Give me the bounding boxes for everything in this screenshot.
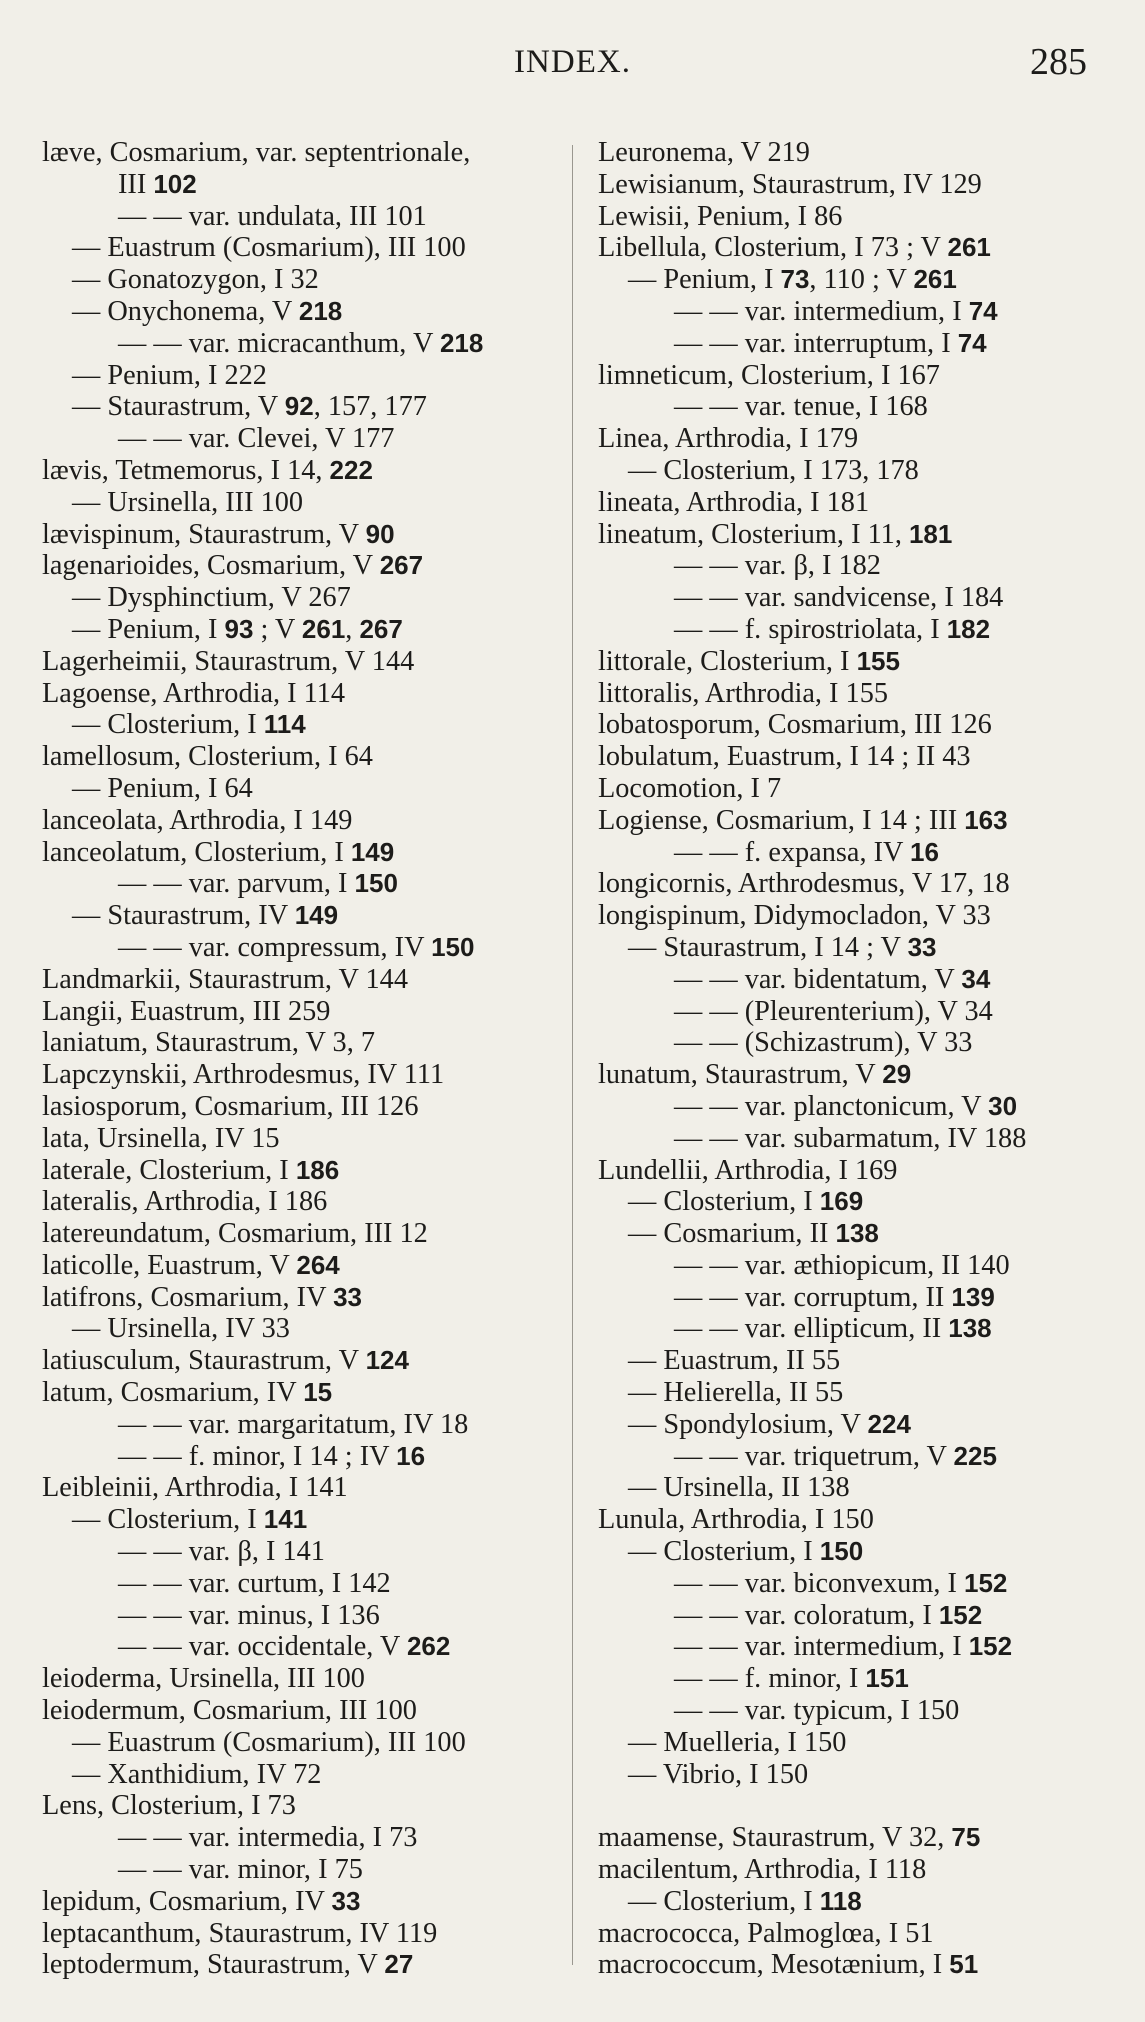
- index-entry: [598, 837, 1118, 869]
- index-entry: [598, 1091, 1118, 1123]
- index-entry: [42, 487, 567, 519]
- index-entry: [42, 837, 567, 869]
- entry-text: lineatum, Closterium, I 11,: [598, 518, 909, 550]
- index-entry: [598, 678, 1118, 710]
- entry-text: — — var. subarmatum, IV 188: [674, 1122, 1027, 1154]
- entry-text: longicornis, Arthrodesmus, V 17, 18: [598, 868, 1010, 900]
- entry-text: Logiense, Cosmarium, I 14 ; III: [598, 804, 965, 836]
- entry-text: — — (Schizastrum), V 33: [674, 1027, 973, 1059]
- entry-text: laticolle, Euastrum, V: [42, 1249, 297, 1281]
- index-entry: [598, 1377, 1118, 1409]
- entry-text: — — var. æthiopicum, II 140: [674, 1249, 1010, 1281]
- bold-page-ref: 262: [406, 1631, 451, 1662]
- entry-text: latereundatum, Cosmarium, III 12: [42, 1218, 428, 1250]
- entry-text: leptacanthum, Staurastrum, IV 119: [42, 1917, 438, 1949]
- index-entry: [598, 646, 1118, 678]
- entry-text: — Penium, I 222: [72, 359, 267, 391]
- entry-text: — — var. intermedium, I: [674, 295, 969, 327]
- index-entry: [42, 1218, 567, 1250]
- entry-text: — Staurastrum, V: [72, 391, 285, 423]
- index-entry: [598, 1250, 1118, 1282]
- entry-text: — — var. parvum, I: [118, 868, 355, 900]
- index-column-left: [42, 137, 567, 1981]
- entry-text: — Cosmarium, II: [628, 1218, 836, 1250]
- bold-page-ref: 149: [294, 900, 339, 931]
- index-entry: [598, 1854, 1118, 1886]
- entry-text: Lapczynskii, Arthrodesmus, IV 111: [42, 1059, 445, 1091]
- entry-text: — — var. occidentale, V: [118, 1631, 407, 1663]
- index-entry: [42, 232, 567, 264]
- index-entry: [42, 1441, 567, 1473]
- bold-page-ref: 33: [331, 1885, 361, 1916]
- entry-text: — — var. minor, I 75: [118, 1854, 363, 1886]
- index-entry: [42, 1345, 567, 1377]
- entry-text: — Gonatozygon, I 32: [72, 264, 319, 296]
- bold-page-ref: 138: [948, 1313, 992, 1344]
- bold-page-ref: 141: [263, 1504, 308, 1535]
- index-entry: [598, 1218, 1118, 1250]
- entry-text: latum, Cosmarium, IV: [42, 1377, 304, 1409]
- index-entry: [42, 1854, 567, 1886]
- entry-text: — — var. undulata, III 101: [118, 200, 427, 232]
- bold-page-ref: 139: [951, 1281, 995, 1312]
- index-entry: [598, 1472, 1118, 1504]
- index-entry: [598, 455, 1118, 487]
- index-entry: [598, 1345, 1118, 1377]
- entry-text: — Penium, I: [628, 264, 781, 296]
- entry-text: Libellula, Closterium, I 73 ; V: [598, 232, 948, 264]
- index-entry: [42, 1091, 567, 1123]
- entry-text: latifrons, Cosmarium, IV: [42, 1281, 334, 1313]
- entry-text: — — var. corruptum, II: [674, 1281, 952, 1313]
- entry-text: macilentum, Arthrodia, I 118: [598, 1854, 927, 1886]
- entry-text: leptodermum, Staurastrum, V: [42, 1949, 385, 1981]
- bold-page-ref: 150: [819, 1536, 864, 1567]
- index-entry: [598, 169, 1118, 201]
- bold-page-ref: 33: [907, 931, 937, 962]
- bold-page-ref: 150: [431, 931, 475, 962]
- index-entry: [42, 169, 567, 201]
- index-entry: [42, 1250, 567, 1282]
- entry-text: — — var. curtum, I 142: [118, 1567, 391, 1599]
- blank-line: [598, 1790, 1118, 1822]
- entry-text: læve, Cosmarium, var. septentrionale,: [42, 137, 471, 168]
- entry-text: Lewisii, Penium, I 86: [598, 200, 843, 232]
- index-entry: [598, 137, 1118, 169]
- index-entry: [598, 391, 1118, 423]
- page-number: 285: [1030, 41, 1087, 83]
- entry-text: laniatum, Staurastrum, V 3, 7: [42, 1027, 375, 1059]
- index-entry: [42, 519, 567, 551]
- entry-text: lateralis, Arthrodia, I 186: [42, 1186, 328, 1218]
- bold-page-ref: 163: [964, 804, 1008, 835]
- bold-page-ref: 150: [354, 868, 398, 899]
- index-entry: [42, 1472, 567, 1504]
- bold-page-ref: 118: [819, 1885, 862, 1916]
- index-entry: [42, 1536, 567, 1568]
- entry-text: — Staurastrum, I 14 ; V: [628, 931, 908, 963]
- bold-page-ref: 151: [865, 1663, 909, 1694]
- index-entry: [598, 232, 1118, 264]
- entry-text: — Vibrio, I 150: [628, 1758, 809, 1790]
- bold-page-ref: 114: [263, 709, 306, 740]
- entry-text: — — var. triquetrum, V: [674, 1440, 954, 1472]
- index-entry: [42, 1949, 567, 1981]
- index-entry: [598, 900, 1118, 932]
- index-entry: [598, 519, 1118, 551]
- index-entry: [598, 1155, 1118, 1187]
- column-divider: [572, 145, 573, 1965]
- entry-text: — — var. sandvicense, I 184: [674, 582, 1004, 614]
- bold-page-ref: 51: [949, 1949, 979, 1980]
- entry-text: III: [118, 168, 154, 200]
- index-entry: [598, 264, 1118, 296]
- index-entry: [42, 1504, 567, 1536]
- entry-text: — — var. intermedia, I 73: [118, 1822, 418, 1854]
- index-entry: [42, 201, 567, 233]
- entry-text: Leibleinii, Arthrodia, I 141: [42, 1472, 348, 1504]
- index-entry: [598, 1536, 1118, 1568]
- index-entry: [42, 1663, 567, 1695]
- entry-text: , 110 ; V: [809, 264, 914, 296]
- entry-text: lineata, Arthrodia, I 181: [598, 486, 870, 518]
- entry-text: — — var. micracanthum, V: [118, 327, 440, 359]
- index-entry: [598, 1886, 1118, 1918]
- index-entry: [598, 1568, 1118, 1600]
- index-entry: [598, 1123, 1118, 1155]
- index-entry: [42, 1568, 567, 1600]
- bold-page-ref: 152: [964, 1567, 1008, 1598]
- index-entry: [42, 1631, 567, 1663]
- entry-text: — — var. β, I 141: [118, 1536, 325, 1568]
- entry-text: Lagerheimii, Staurastrum, V 144: [42, 645, 415, 677]
- entry-text: lasiosporum, Cosmarium, III 126: [42, 1090, 419, 1122]
- index-entry: [598, 1027, 1118, 1059]
- entry-text: — — (Pleurenterium), V 34: [674, 995, 993, 1027]
- index-entry: [42, 582, 567, 614]
- bold-page-ref: 29: [882, 1059, 912, 1090]
- entry-text: — Xanthidium, IV 72: [72, 1758, 322, 1790]
- entry-text: littoralis, Arthrodia, I 155: [598, 677, 889, 709]
- bold-page-ref: 169: [819, 1186, 864, 1217]
- index-entry: [598, 582, 1118, 614]
- index-entry: [598, 964, 1118, 996]
- entry-text: lobatosporum, Cosmarium, III 126: [598, 709, 992, 741]
- entry-text: — — var. Clevei, V 177: [118, 423, 395, 455]
- entry-text: — — var. interruptum, I: [674, 327, 958, 359]
- entry-text: — — var. coloratum, I: [674, 1599, 939, 1631]
- index-entry: [598, 1727, 1118, 1759]
- index-entry: [598, 996, 1118, 1028]
- entry-text: littorale, Closterium, I: [598, 645, 857, 677]
- index-entry: [42, 614, 567, 646]
- index-entry: [598, 1059, 1118, 1091]
- index-entry: [598, 423, 1118, 455]
- index-entry: [598, 1663, 1118, 1695]
- index-entry: [598, 1759, 1118, 1791]
- entry-text: Lunula, Arthrodia, I 150: [598, 1504, 874, 1536]
- index-entry: [42, 741, 567, 773]
- index-entry: [42, 996, 567, 1028]
- running-head: INDEX.: [514, 44, 631, 80]
- index-entry: [42, 1409, 567, 1441]
- entry-text: Lagoense, Arthrodia, I 114: [42, 677, 346, 709]
- index-entry: [42, 773, 567, 805]
- entry-text: ; V: [253, 613, 302, 645]
- index-entry: [42, 1377, 567, 1409]
- index-entry: [598, 773, 1118, 805]
- index-entry: [42, 964, 567, 996]
- entry-text: — — var. margaritatum, IV 18: [118, 1408, 469, 1440]
- bold-page-ref: 264: [296, 1249, 340, 1280]
- index-entry: [598, 1313, 1118, 1345]
- index-entry: [598, 296, 1118, 328]
- entry-text: — Spondylosium, V: [628, 1408, 868, 1440]
- entry-text: — Closterium, I: [72, 709, 264, 741]
- entry-text: — — var. bidentatum, V: [674, 963, 962, 995]
- entry-text: — — f. minor, I 14 ; IV: [118, 1440, 397, 1472]
- entry-text: lanceolatum, Closterium, I: [42, 836, 351, 868]
- entry-text: — Closterium, I: [628, 1186, 820, 1218]
- index-entry: [42, 550, 567, 582]
- bold-page-ref: 186: [295, 1154, 340, 1185]
- entry-text: lobulatum, Euastrum, I 14 ; II 43: [598, 741, 971, 773]
- bold-page-ref: 138: [835, 1218, 879, 1249]
- bold-page-ref: 261: [913, 264, 957, 295]
- entry-text: leioderma, Ursinella, III 100: [42, 1663, 365, 1695]
- entry-text: longispinum, Didymocladon, V 33: [598, 900, 991, 932]
- bold-page-ref: 33: [333, 1281, 362, 1312]
- entry-text: — Onychonema, V: [72, 295, 299, 327]
- bold-page-ref: 218: [298, 295, 343, 326]
- index-entry: [598, 1504, 1118, 1536]
- entry-text: lævis, Tetmemorus, I 14,: [42, 454, 330, 486]
- index-entry: [42, 868, 567, 900]
- index-entry: [598, 868, 1118, 900]
- entry-text: — Penium, I 64: [72, 772, 253, 804]
- entry-text: — Helierella, II 55: [628, 1377, 844, 1409]
- bold-page-ref: 93: [224, 613, 254, 644]
- entry-text: , 157, 177: [313, 391, 427, 423]
- bold-page-ref: 74: [957, 327, 987, 358]
- index-entry: [598, 1600, 1118, 1632]
- entry-text: lepidum, Cosmarium, IV: [42, 1885, 332, 1917]
- bold-page-ref: 155: [856, 645, 900, 676]
- entry-text: — — var. planctonicum, V: [674, 1090, 989, 1122]
- bold-page-ref: 181: [908, 518, 953, 549]
- entry-text: — — var. tenue, I 168: [674, 391, 928, 423]
- index-entry: [42, 423, 567, 455]
- entry-text: lævispinum, Staurastrum, V: [42, 518, 366, 550]
- index-entry: [42, 1790, 567, 1822]
- index-entry: [42, 900, 567, 932]
- index-entry: [42, 805, 567, 837]
- entry-text: Locomotion, I 7: [598, 772, 782, 804]
- bold-page-ref: 218: [439, 327, 484, 358]
- bold-page-ref: 16: [910, 836, 939, 867]
- entry-text: — — var. biconvexum, I: [674, 1567, 964, 1599]
- entry-text: — Closterium, I: [628, 1885, 820, 1917]
- entry-text: — Penium, I: [72, 613, 225, 645]
- bold-page-ref: 267: [359, 613, 403, 644]
- index-entry: [598, 550, 1118, 582]
- index-entry: [598, 1282, 1118, 1314]
- entry-text: Leuronema, V 219: [598, 137, 810, 168]
- entry-text: latiusculum, Staurastrum, V: [42, 1345, 366, 1377]
- entry-text: macrococcum, Mesotænium, I: [598, 1949, 950, 1981]
- entry-text: — — var. typicum, I 150: [674, 1695, 960, 1727]
- index-entry: [42, 328, 567, 360]
- bold-page-ref: 27: [384, 1949, 414, 1980]
- bold-page-ref: 222: [329, 454, 373, 485]
- index-entry: [598, 1918, 1118, 1950]
- index-column-right: [598, 137, 1118, 1981]
- index-entry: [598, 1186, 1118, 1218]
- index-entry: [42, 1282, 567, 1314]
- entry-text: — — var. minus, I 136: [118, 1599, 380, 1631]
- index-entry: [42, 137, 567, 169]
- entry-text: — Dysphinctium, V 267: [72, 582, 351, 614]
- entry-text: Linea, Arthrodia, I 179: [598, 423, 859, 455]
- index-entry: [598, 1695, 1118, 1727]
- entry-text: — Closterium, I: [628, 1536, 820, 1568]
- index-entry: [598, 741, 1118, 773]
- entry-text: — Closterium, I 173, 178: [628, 454, 919, 486]
- bold-page-ref: 152: [938, 1599, 983, 1630]
- bold-page-ref: 73: [780, 264, 810, 295]
- bold-page-ref: 261: [301, 613, 346, 644]
- index-entry: [598, 1441, 1118, 1473]
- index-entry: [42, 1155, 567, 1187]
- bold-page-ref: 34: [961, 963, 991, 994]
- entry-text: Langii, Euastrum, III 259: [42, 995, 331, 1027]
- entry-text: lagenarioides, Cosmarium, V: [42, 550, 380, 582]
- bold-page-ref: 267: [379, 550, 424, 581]
- entry-text: lata, Ursinella, IV 15: [42, 1122, 280, 1154]
- index-entry: [42, 1695, 567, 1727]
- index-entry: [42, 296, 567, 328]
- entry-text: — — var. intermedium, I: [674, 1631, 969, 1663]
- index-entry: [42, 1313, 567, 1345]
- entry-text: leiodermum, Cosmarium, III 100: [42, 1695, 417, 1727]
- entry-text: — Ursinella, IV 33: [72, 1313, 290, 1345]
- entry-text: ,: [345, 613, 360, 645]
- entry-text: — Ursinella, III 100: [72, 486, 304, 518]
- index-entry: [42, 1727, 567, 1759]
- index-entry: [42, 709, 567, 741]
- entry-text: — Euastrum (Cosmarium), III 100: [72, 232, 466, 264]
- index-entry: [42, 360, 567, 392]
- entry-text: lanceolata, Arthrodia, I 149: [42, 804, 353, 836]
- entry-text: laterale, Closterium, I: [42, 1154, 296, 1186]
- bold-page-ref: 152: [968, 1631, 1013, 1662]
- bold-page-ref: 124: [365, 1345, 409, 1376]
- bold-page-ref: 182: [946, 613, 991, 644]
- entry-text: — Ursinella, II 138: [628, 1472, 850, 1504]
- entry-text: — Muelleria, I 150: [628, 1726, 847, 1758]
- entry-text: Landmarkii, Staurastrum, V 144: [42, 963, 408, 995]
- index-entry: [598, 1822, 1118, 1854]
- index-entry: [42, 1918, 567, 1950]
- bold-page-ref: 16: [396, 1440, 426, 1471]
- entry-text: Lewisianum, Staurastrum, IV 129: [598, 168, 982, 200]
- index-entry: [42, 455, 567, 487]
- entry-text: — — var. ellipticum, II: [674, 1313, 949, 1345]
- index-entry: [598, 932, 1118, 964]
- entry-text: Lens, Closterium, I 73: [42, 1790, 296, 1822]
- index-entry: [42, 1600, 567, 1632]
- entry-text: — Euastrum (Cosmarium), III 100: [72, 1726, 466, 1758]
- bold-page-ref: 90: [365, 518, 395, 549]
- index-entry: [598, 1409, 1118, 1441]
- entry-text: lunatum, Staurastrum, V: [598, 1059, 883, 1091]
- index-entry: [42, 391, 567, 423]
- index-entry: [42, 1027, 567, 1059]
- index-entry: [598, 328, 1118, 360]
- entry-text: Lundellii, Arthrodia, I 169: [598, 1154, 898, 1186]
- index-entry: [42, 264, 567, 296]
- bold-page-ref: 75: [951, 1822, 981, 1853]
- bold-page-ref: 92: [284, 391, 314, 422]
- bold-page-ref: 149: [350, 836, 395, 867]
- index-entry: [42, 1059, 567, 1091]
- entry-text: — Staurastrum, IV: [72, 900, 295, 932]
- entry-text: — — var. β, I 182: [674, 550, 881, 582]
- bold-page-ref: 30: [988, 1090, 1018, 1121]
- index-entry: [598, 1949, 1118, 1981]
- entry-text: — Closterium, I: [72, 1504, 264, 1536]
- entry-text: — — f. minor, I: [674, 1663, 866, 1695]
- bold-page-ref: 225: [953, 1440, 997, 1471]
- index-entry: [42, 932, 567, 964]
- entry-text: — — f. spirostriolata, I: [674, 613, 947, 645]
- bold-page-ref: 15: [303, 1377, 333, 1408]
- index-entry: [598, 614, 1118, 646]
- entry-text: — Euastrum, II 55: [628, 1345, 841, 1377]
- index-entry: [598, 709, 1118, 741]
- bold-page-ref: 224: [867, 1408, 911, 1439]
- index-entry: [598, 360, 1118, 392]
- index-entry: [42, 1123, 567, 1155]
- entry-text: limneticum, Closterium, I 167: [598, 359, 940, 391]
- index-entry: [42, 1822, 567, 1854]
- entry-text: — — f. expansa, IV: [674, 836, 911, 868]
- index-entry: [42, 646, 567, 678]
- bold-page-ref: 261: [947, 232, 991, 263]
- entry-text: macrococca, Palmoglœa, I 51: [598, 1917, 934, 1949]
- index-entry: [42, 678, 567, 710]
- index-entry: [598, 805, 1118, 837]
- index-entry: [598, 487, 1118, 519]
- index-entry: [598, 201, 1118, 233]
- index-entry: [42, 1886, 567, 1918]
- bold-page-ref: 74: [968, 295, 998, 326]
- entry-text: lamellosum, Closterium, I 64: [42, 741, 373, 773]
- bold-page-ref: 102: [153, 168, 197, 199]
- index-entry: [42, 1186, 567, 1218]
- index-entry: [42, 1759, 567, 1791]
- index-entry: [598, 1631, 1118, 1663]
- entry-text: — — var. compressum, IV: [118, 931, 432, 963]
- entry-text: maamense, Staurastrum, V 32,: [598, 1822, 952, 1854]
